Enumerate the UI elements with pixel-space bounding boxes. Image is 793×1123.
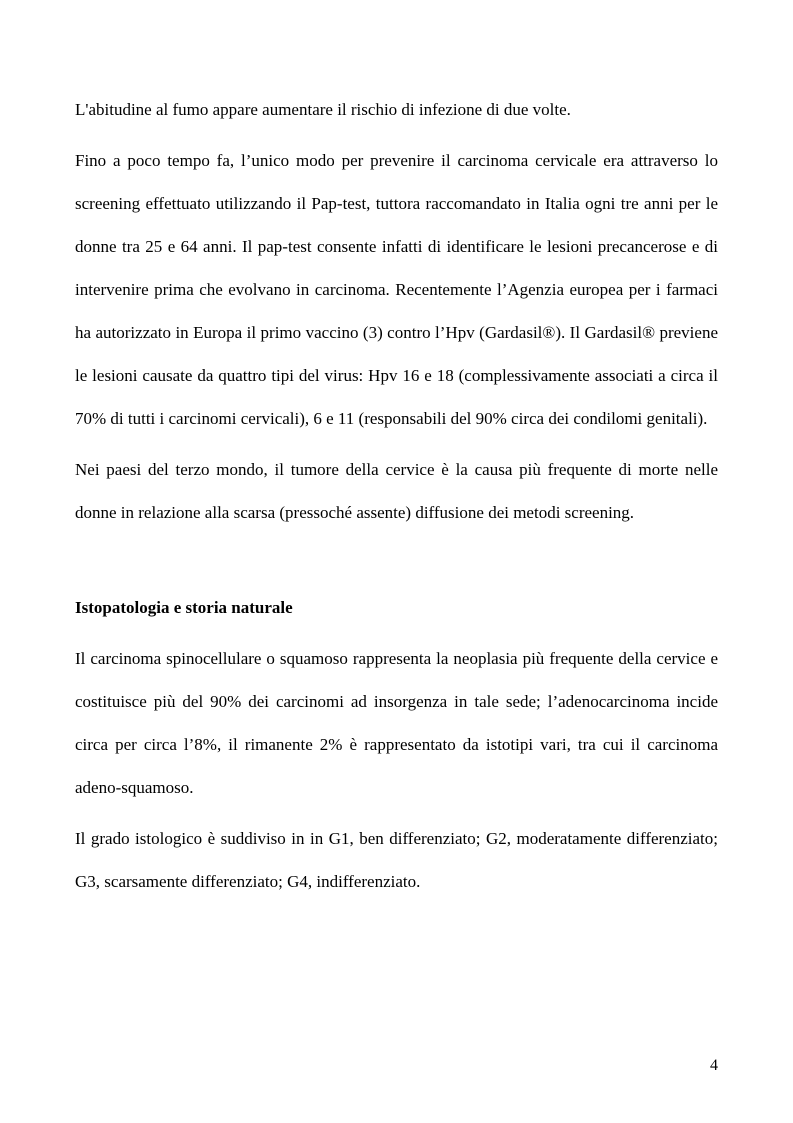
section-spacer: [75, 534, 718, 586]
paragraph-histology-types: Il carcinoma spinocellulare o squamoso rappresenta la neoplasia più frequente della cervice e costituisce più del 90% dei carcinomi ad insorgenza in tale sede; l’adenocarcinoma incide circa per circa l’8%, il rimanente 2% è rappresentato da istotipi vari, tra cui il carcinoma adeno-squamoso.: [75, 649, 718, 797]
document-body: [75, 88, 718, 903]
paragraph-grading: Il grado istologico è suddiviso in in G1, ben differenziato; G2, moderatamente differenziato; G3, scarsamente differenziato; G4, indifferenziato.: [75, 829, 718, 891]
paragraph-screening-vaccine: Fino a poco tempo fa, l’unico modo per prevenire il carcinoma cervicale era attraverso lo screening effettuato utilizzando il Pap-test, tuttora raccomandato in Italia ogni tre anni per le donne tra 25 e 64 anni. Il pap-test consente infatti di identificare le lesioni precancerose e di intervenire prima che evolvano in carcinoma. Recentemente l’Agenzia europea per i farmaci ha autorizzato in Europa il primo vaccino (3) contro l’Hpv (Gardasil®). Il Gardasil® previene le lesioni causate da quattro tipi del virus: Hpv 16 e 18 (complessivamente associati a circa il 70% di tutti i carcinomi cervicali), 6 e 11 (responsabili del 90% circa dei condilomi genitali).: [75, 151, 718, 428]
paragraph-spacer: [75, 131, 718, 139]
paragraph-spacer: [75, 809, 718, 817]
page-number: 4: [710, 1057, 718, 1074]
paragraph-spacer: [75, 440, 718, 448]
section-heading-istopatologia: Istopatologia e storia naturale: [75, 598, 293, 617]
paragraph-smoking-risk: L'abitudine al fumo appare aumentare il rischio di infezione di due volte.: [75, 100, 571, 119]
heading-spacer: [75, 629, 718, 637]
paragraph-third-world: Nei paesi del terzo mondo, il tumore della cervice è la causa più frequente di morte nelle donne in relazione alla scarsa (pressoché assente) diffusione dei metodi screening.: [75, 460, 718, 522]
